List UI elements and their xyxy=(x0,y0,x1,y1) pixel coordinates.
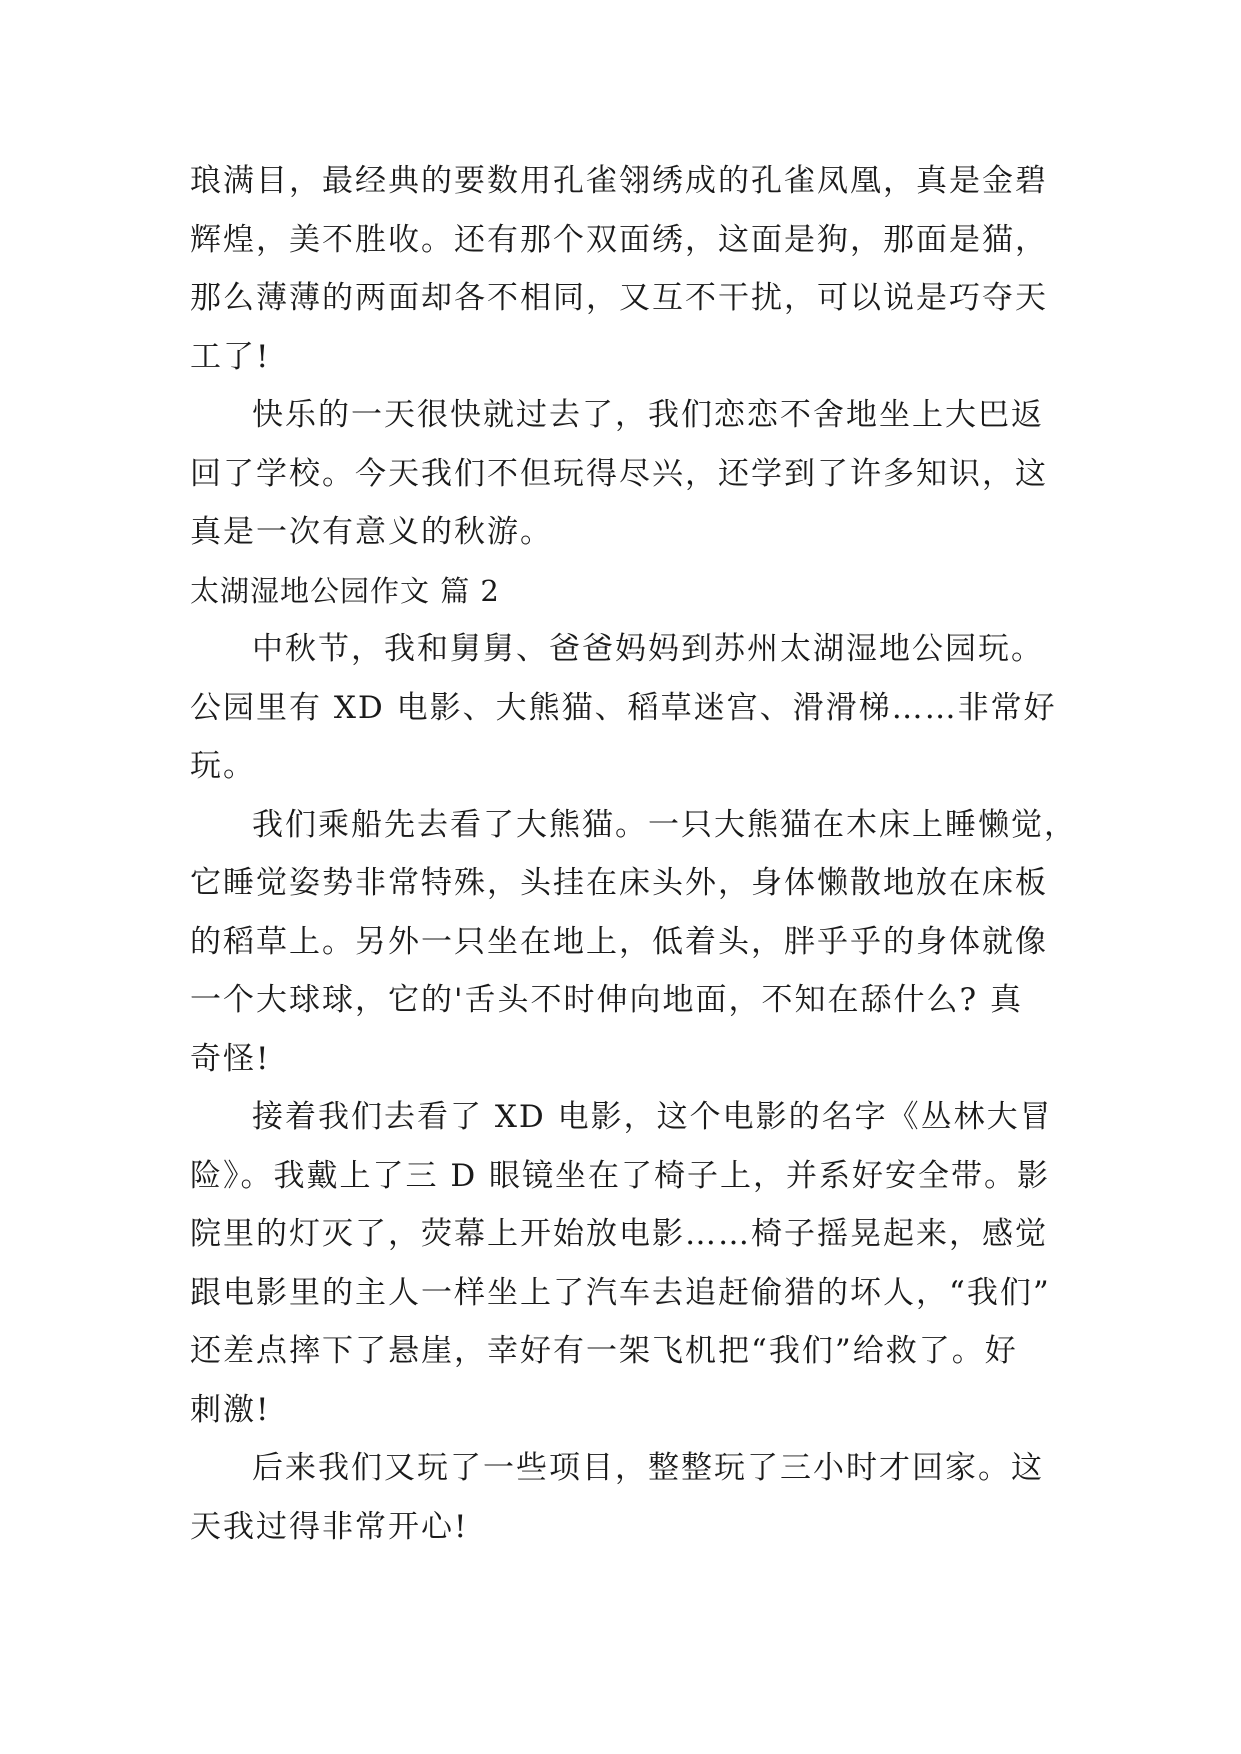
text-line: 回了学校。今天我们不但玩得尽兴，还学到了许多知识，这 xyxy=(190,455,1048,492)
paragraph xyxy=(190,386,1050,562)
text-line: 接着我们去看了 XD 电影，这个电影的名字《丛林大冒 xyxy=(252,1099,1053,1135)
text-line: 奇怪! xyxy=(190,1040,271,1077)
text-line: 还差点摔下了悬崖，幸好有一架飞机把“我们”给救了。好 xyxy=(190,1333,1018,1369)
paragraph xyxy=(190,1088,1053,1439)
document-body xyxy=(190,152,1077,1556)
text-line: 快乐的一天很快就过去了，我们恋恋不舍地坐上大巴返 xyxy=(252,397,1044,433)
text-line: 辉煌，美不胜收。还有那个双面绣，这面是狗，那面是猫， xyxy=(190,221,1048,258)
text-line: 一个大球球，它的'舌头不时伸向地面，不知在舔什么? 真 xyxy=(190,982,1023,1018)
section-heading xyxy=(190,562,1050,621)
text-line: 琅满目，最经典的要数用孔雀翎绣成的孔雀凤凰，真是金碧 xyxy=(190,163,1048,199)
text-line: 玩。 xyxy=(190,748,256,784)
text-line: 后来我们又玩了一些项目，整整玩了三小时才回家。这 xyxy=(252,1450,1044,1486)
paragraph xyxy=(190,1439,1050,1556)
text-line: 中秋节，我和舅舅、爸爸妈妈到苏州太湖湿地公园玩。 xyxy=(252,631,1044,667)
text-line: 我们乘船先去看了大熊猫。一只大熊猫在木床上睡懒觉， xyxy=(252,806,1077,843)
text-line: 它睡觉姿势非常特殊，头挂在床头外，身体懒散地放在床板 xyxy=(190,865,1048,901)
text-line: 的稻草上。另外一只坐在地上，低着头，胖乎乎的身体就像 xyxy=(190,923,1048,960)
paragraph xyxy=(190,796,1077,1089)
paragraph xyxy=(190,152,1050,386)
text-line: 天我过得非常开心! xyxy=(190,1508,469,1545)
text-line: 工了! xyxy=(190,338,271,375)
text-line: 院里的灯灭了，荧幕上开始放电影……椅子摇晃起来，感觉 xyxy=(190,1216,1048,1252)
text-line: 那么薄薄的两面却各不相同，又互不干扰，可以说是巧夺天 xyxy=(190,280,1048,316)
text-line: 真是一次有意义的秋游。 xyxy=(190,514,553,550)
text-line: 公园里有 XD 电影、大熊猫、稻草迷宫、滑滑梯……非常好 xyxy=(190,689,1057,726)
heading-text: 太湖湿地公园作文 篇 2 xyxy=(190,573,500,608)
text-line: 跟电影里的主人一样坐上了汽车去追赶偷猎的坏人，“我们” xyxy=(190,1274,1051,1311)
paragraph xyxy=(190,620,1057,796)
text-line: 险》。我戴上了三 D 眼镜坐在了椅子上，并系好安全带。影 xyxy=(190,1157,1051,1194)
text-line: 刺激! xyxy=(190,1391,271,1428)
